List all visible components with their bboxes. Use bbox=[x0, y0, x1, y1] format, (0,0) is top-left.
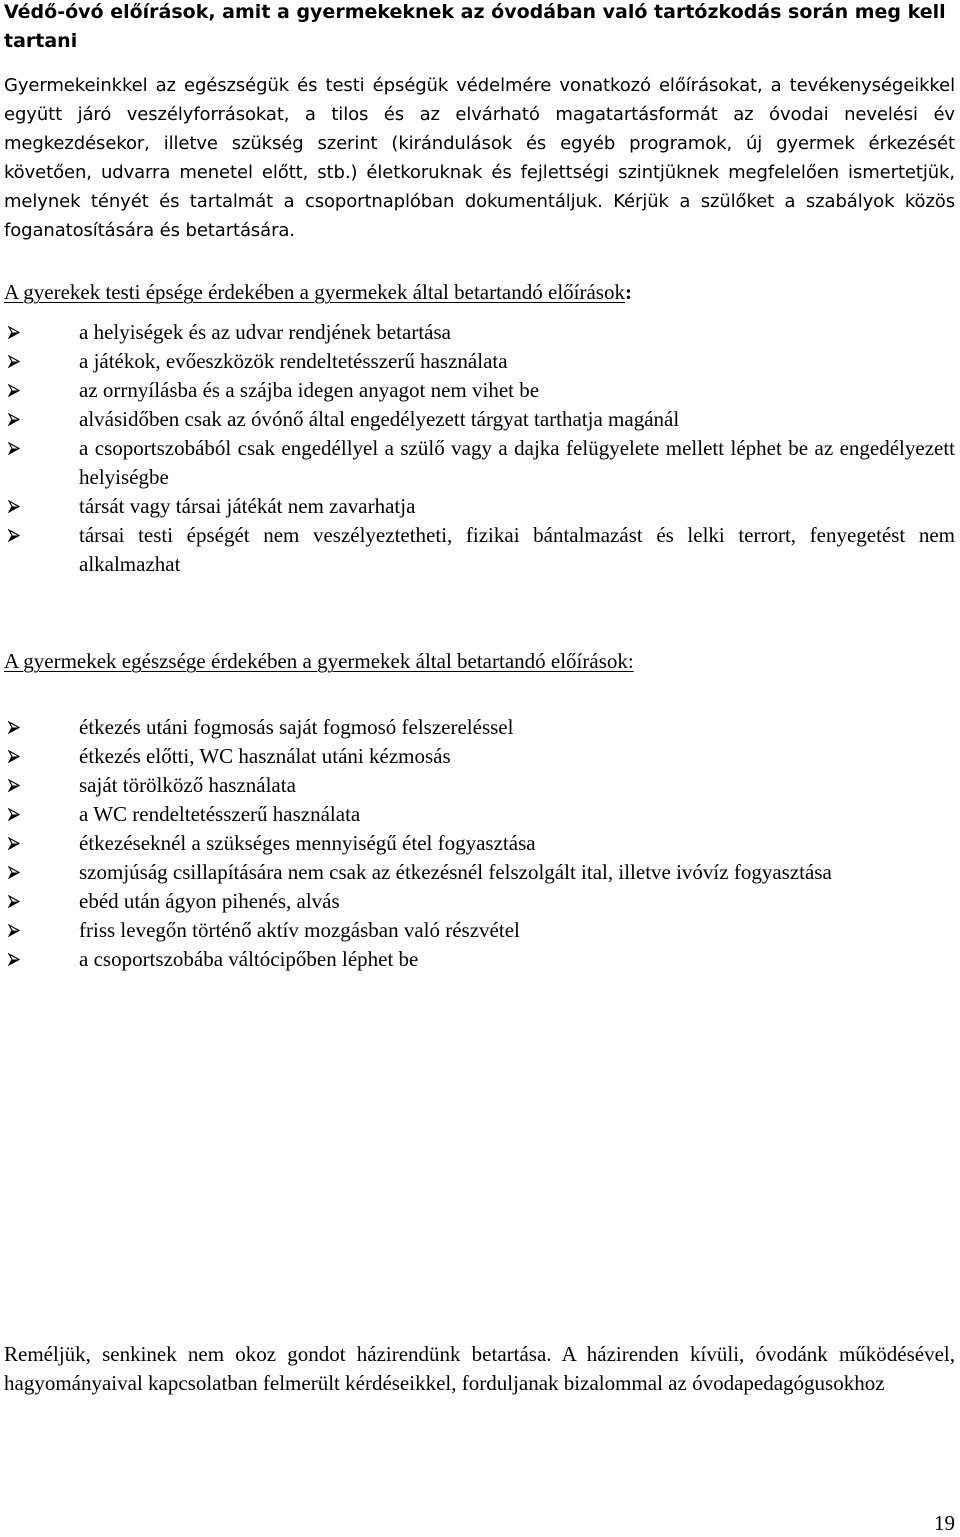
section-title-colon: : bbox=[624, 280, 632, 304]
arrowhead-bullet-icon bbox=[8, 355, 20, 368]
list-item-text: az orrnyílásba és a szájba idegen anyagot nem vihet be bbox=[79, 378, 540, 402]
list-item-text: a WC rendeltetésszerű használata bbox=[79, 802, 361, 826]
list-item bbox=[0, 771, 955, 800]
list-item-text: étkezéseknél a szükséges mennyiségű étel fogyasztása bbox=[79, 831, 536, 855]
list-item-text: étkezés utáni fogmosás saját fogmosó felszereléssel bbox=[79, 715, 514, 739]
list-item bbox=[0, 945, 955, 974]
arrowhead-bullet-icon bbox=[8, 837, 20, 850]
arrowhead-bullet-icon bbox=[8, 384, 20, 397]
list-item bbox=[0, 916, 955, 945]
arrowhead-bullet-icon bbox=[8, 924, 20, 937]
arrowhead-bullet-icon bbox=[8, 779, 20, 792]
section-title-physical-safety-text: A gyerekek testi épsége érdekében a gyermekek által betartandó előírások bbox=[4, 280, 625, 304]
list-item bbox=[0, 492, 955, 521]
arrowhead-bullet-icon bbox=[8, 750, 20, 763]
list-item bbox=[0, 887, 955, 916]
list-item-text: társai testi épségét nem veszélyeztetheti, fizikai bántalmazást és lelki terrort, fenyegetést nem alkalmazhat bbox=[79, 523, 955, 576]
list-item bbox=[0, 742, 955, 771]
page-number: 19 bbox=[934, 1511, 955, 1535]
list-item-text: ebéd után ágyon pihenés, alvás bbox=[79, 889, 340, 913]
list-item-text: szomjúság csillapítására nem csak az étkezésnél felszolgált ital, illetve ivóvíz fogyasztása bbox=[79, 860, 832, 884]
list-item-text: friss levegőn történő aktív mozgásban való részvétel bbox=[79, 918, 520, 942]
health-rules-list bbox=[0, 713, 955, 974]
section-title-health-text: A gyermekek egészsége érdekében a gyermekek által betartandó előírások: bbox=[4, 649, 634, 673]
arrowhead-bullet-icon bbox=[8, 442, 20, 455]
list-item bbox=[0, 347, 955, 376]
page-heading: Védő-óvó előírások, amit a gyermekeknek az óvodában való tartózkodás során meg kell tartani bbox=[4, 1, 946, 52]
list-item-text: a helyiségek és az udvar rendjének betartása bbox=[79, 320, 451, 344]
arrowhead-bullet-icon bbox=[8, 413, 20, 426]
list-item bbox=[0, 713, 955, 742]
list-item-text: a csoportszobából csak engedéllyel a szülő vagy a dajka felügyelete mellett léphet be az engedélyezett helyiségbe bbox=[79, 436, 955, 489]
closing-paragraph: Reméljük, senkinek nem okoz gondot házirendünk betartása. A házirenden kívüli, óvodánk működésével, hagyományaival kapcsolatban felmerült kérdéseikkel, forduljanak bizalommal az óvodapedagógusokhoz bbox=[4, 1342, 955, 1395]
list-item bbox=[0, 800, 955, 829]
list-item bbox=[0, 521, 955, 579]
list-item bbox=[0, 434, 955, 492]
section-title-health bbox=[4, 647, 634, 676]
list-item-text: társát vagy társai játékát nem zavarhatja bbox=[79, 494, 416, 518]
arrowhead-bullet-icon bbox=[8, 721, 20, 734]
intro-paragraph: Gyermekeinkkel az egészségük és testi épségük védelmére vonatkozó előírásokat, a tevékenységeikkel együtt járó veszélyforrásokat, a tilos és az elvárható magatartásformát az óvodai nevelési év megkezdésekor, illetve szükség szerint (kirándulások és egyéb programok, új gyermek érkezését követően, udvarra menetel előtt, stb.) életkoruknak és fejlettségi szintjüknek megfelelően ismertetjük, melynek tényét és tartalmát a csoportnaplóban dokumentáljuk. Kérjük a szülőket a szabályok közös foganatosítására és betartására. bbox=[4, 75, 955, 241]
list-item bbox=[0, 858, 955, 887]
arrowhead-bullet-icon bbox=[8, 895, 20, 908]
list-item bbox=[0, 829, 955, 858]
list-item-text: alvásidőben csak az óvónő által engedélyezett tárgyat tarthatja magánál bbox=[79, 407, 680, 431]
list-item-text: a csoportszobába váltócipőben léphet be bbox=[79, 947, 419, 971]
list-item-text: étkezés előtti, WC használat utáni kézmosás bbox=[79, 744, 451, 768]
arrowhead-bullet-icon bbox=[8, 529, 20, 542]
arrowhead-bullet-icon bbox=[8, 953, 20, 966]
physical-safety-rules-list bbox=[0, 318, 955, 579]
list-item-text: saját törölköző használata bbox=[79, 773, 296, 797]
list-item bbox=[0, 376, 955, 405]
list-item bbox=[0, 405, 955, 434]
list-item-text: a játékok, evőeszközök rendeltetésszerű használata bbox=[79, 349, 508, 373]
arrowhead-bullet-icon bbox=[8, 866, 20, 879]
section-title-physical-safety bbox=[4, 278, 632, 307]
list-item bbox=[0, 318, 955, 347]
arrowhead-bullet-icon bbox=[8, 808, 20, 821]
arrowhead-bullet-icon bbox=[8, 500, 20, 513]
arrowhead-bullet-icon bbox=[8, 326, 20, 339]
